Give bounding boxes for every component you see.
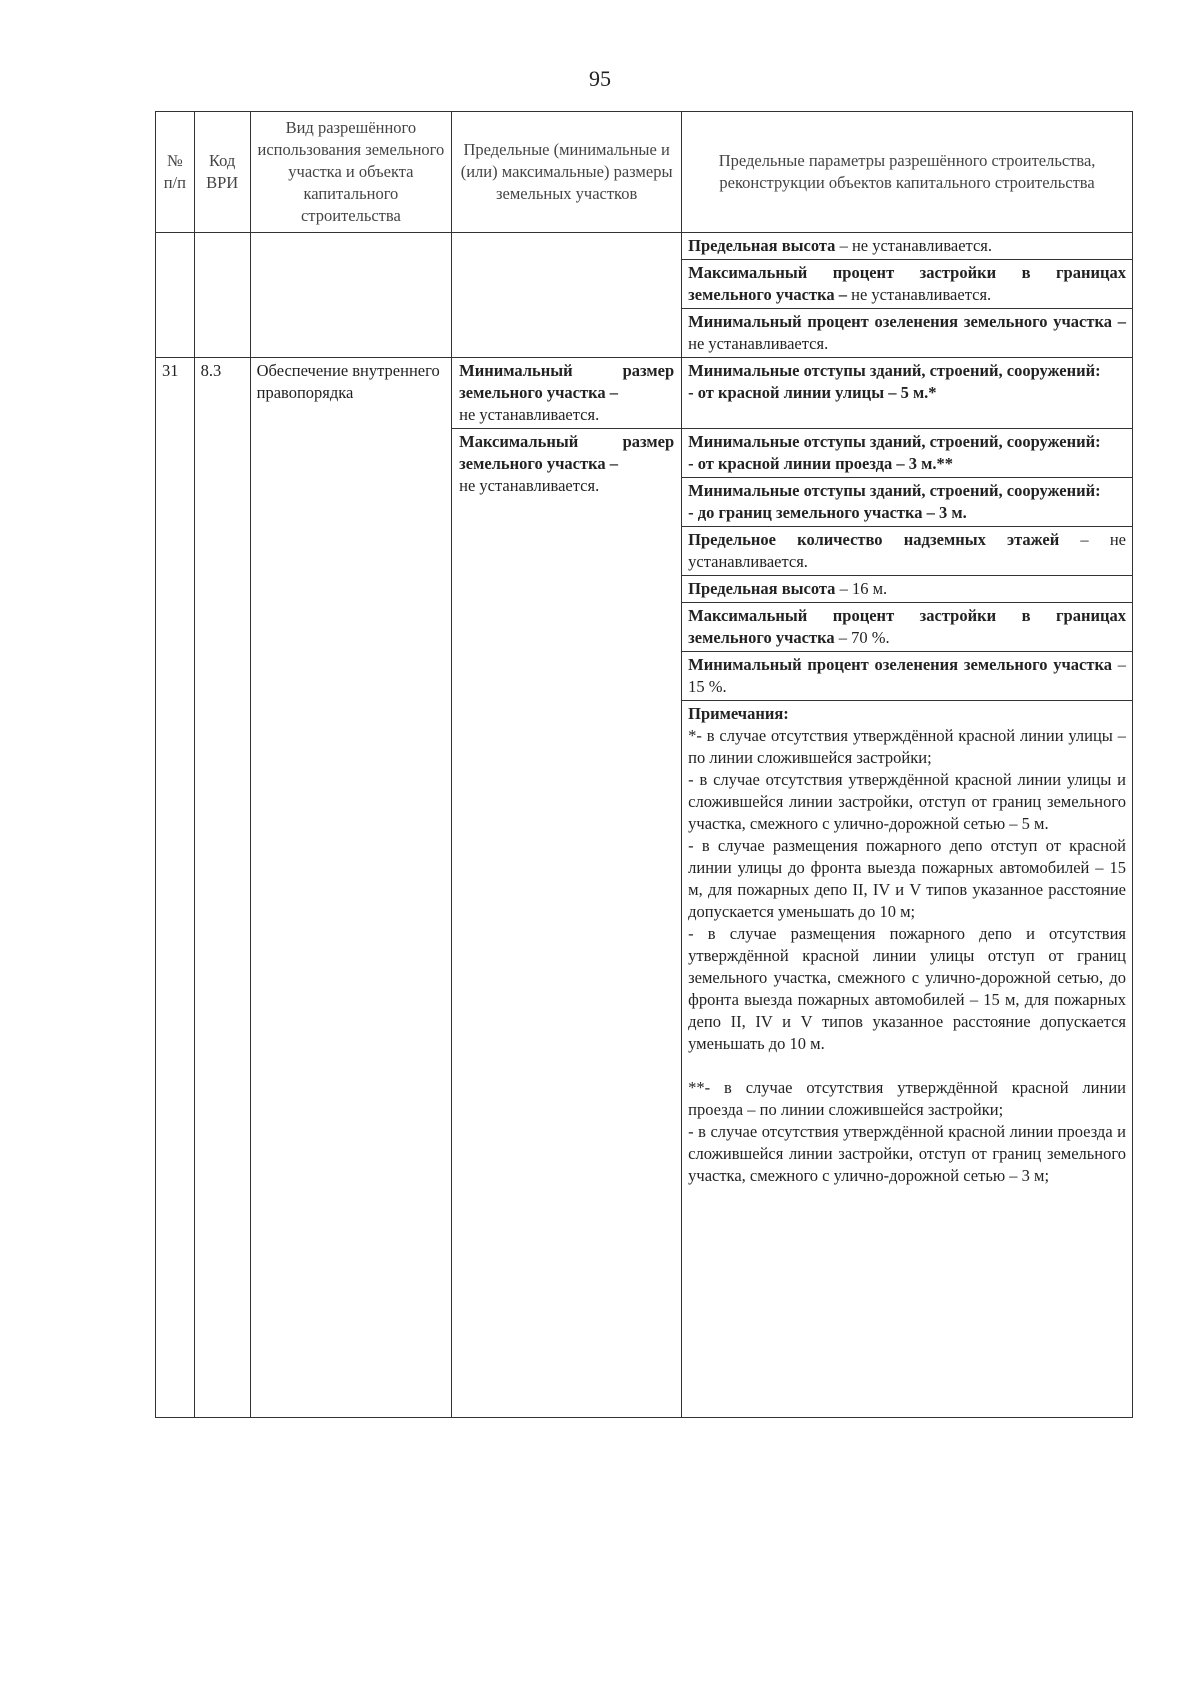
row-number: 31 — [156, 358, 195, 1418]
header-code: Код ВРИ — [194, 112, 250, 233]
cell-code-empty — [194, 233, 250, 358]
table-row — [156, 358, 1133, 429]
param-text: не устанавливается. — [688, 334, 829, 353]
table-row — [156, 233, 1133, 260]
note-item: - в случае отсутствия утверждённой красной линии улицы и сложившейся линии застройки, отступ от границ земельного участка, смежного с улично-дорожной сетью – 5 м. — [688, 770, 1126, 833]
size-bold: Минимальный размер земельного участка – — [459, 361, 675, 402]
param-cell — [682, 260, 1133, 309]
header-row — [156, 112, 1133, 233]
param-bold: Предельное количество надземных этажей — [688, 530, 1060, 549]
param-text: – не устанавливается. — [688, 530, 1126, 571]
size-cell — [452, 429, 682, 1418]
notes-title: Примечания: — [688, 704, 789, 723]
param-bold: Минимальный процент озеленения земельного участка – — [688, 312, 1126, 331]
param-bold: Предельная высота — [688, 579, 836, 598]
cell-size-empty — [452, 233, 682, 358]
param-cell — [682, 576, 1133, 603]
param-text: не устанавливается. — [846, 285, 992, 304]
param-text: - от красной линии улицы – 5 м.* — [688, 383, 937, 402]
header-kind: Вид разрешённого использования земельного участка и объекта капитального строительства — [250, 112, 452, 233]
note-spacer — [688, 1055, 1126, 1077]
param-bold: Предельная высота — [688, 236, 836, 255]
param-text: - до границ земельного участка – 3 м. — [688, 503, 967, 522]
size-cell — [452, 358, 682, 429]
row-code: 8.3 — [194, 358, 250, 1418]
param-bold: Минимальные отступы зданий, строений, сооружений: — [688, 361, 1101, 380]
param-bold: Минимальные отступы зданий, строений, сооружений: — [688, 481, 1101, 500]
note-item: - в случае отсутствия утверждённой красной линии проезда и сложившейся линии застройки, отступ от границ земельного участка, смежного с улично-дорожной сетью – 3 м; — [688, 1122, 1126, 1185]
param-cell — [682, 652, 1133, 701]
param-cell — [682, 358, 1133, 429]
param-text: – 15 %. — [688, 655, 1127, 696]
cell-kind-empty — [250, 233, 452, 358]
notes-cell — [682, 701, 1133, 1418]
size-text: не устанавливается. — [459, 476, 600, 495]
row-kind: Обеспечение внутреннего правопорядка — [250, 358, 452, 1418]
param-bold: Минимальный процент озеленения земельного участка — [688, 655, 1112, 674]
param-bold: Максимальный процент застройки в границах земельного участка – — [688, 263, 1126, 304]
param-cell — [682, 233, 1133, 260]
note-item: - в случае размещения пожарного депо и отсутствия утверждённой красной линии улицы отступ от границ земельного участка, смежного с улично-дорожной сетью, до фронта выезда пожарных автомобилей – 15 м, для пожарных депо II, IV и V типов указанное расстояние допускается уменьшать до 10 м. — [688, 924, 1126, 1053]
param-bold: Максимальный процент застройки в границах земельного участка — [688, 606, 1126, 647]
header-num: № п/п — [156, 112, 195, 233]
param-cell — [682, 309, 1133, 358]
param-cell — [682, 527, 1133, 576]
page-number: 95 — [589, 66, 611, 91]
param-cell — [682, 429, 1133, 478]
param-text: – не устанавливается. — [835, 236, 992, 255]
param-cell — [682, 603, 1133, 652]
param-cell — [682, 478, 1133, 527]
size-text: не устанавливается. — [459, 405, 600, 424]
note-item: - в случае размещения пожарного депо отступ от красной линии улицы до фронта выезда пожарных автомобилей – 15 м, для пожарных депо II, IV и V типов указанное расстояние допускается уменьшать до 10 м; — [688, 836, 1126, 921]
param-bold: Минимальные отступы зданий, строений, сооружений: — [688, 432, 1101, 451]
header-size: Предельные (минимальные и (или) максимальные) размеры земельных участков — [452, 112, 682, 233]
param-text: – 16 м. — [835, 579, 888, 598]
header-params: Предельные параметры разрешённого строительства, реконструкции объектов капитального строительства — [682, 112, 1133, 233]
param-text: - от красной линии проезда – 3 м.** — [688, 454, 954, 473]
regulations-table — [155, 111, 1133, 1418]
cell-num-empty — [156, 233, 195, 358]
size-bold: Максимальный размер земельного участка – — [459, 432, 675, 473]
param-text: – 70 %. — [834, 628, 890, 647]
note-item: *- в случае отсутствия утверждённой красной линии улицы – по линии сложившейся застройки; — [688, 726, 1126, 767]
note-item: **- в случае отсутствия утверждённой красной линии проезда – по линии сложившейся застройки; — [688, 1078, 1126, 1119]
